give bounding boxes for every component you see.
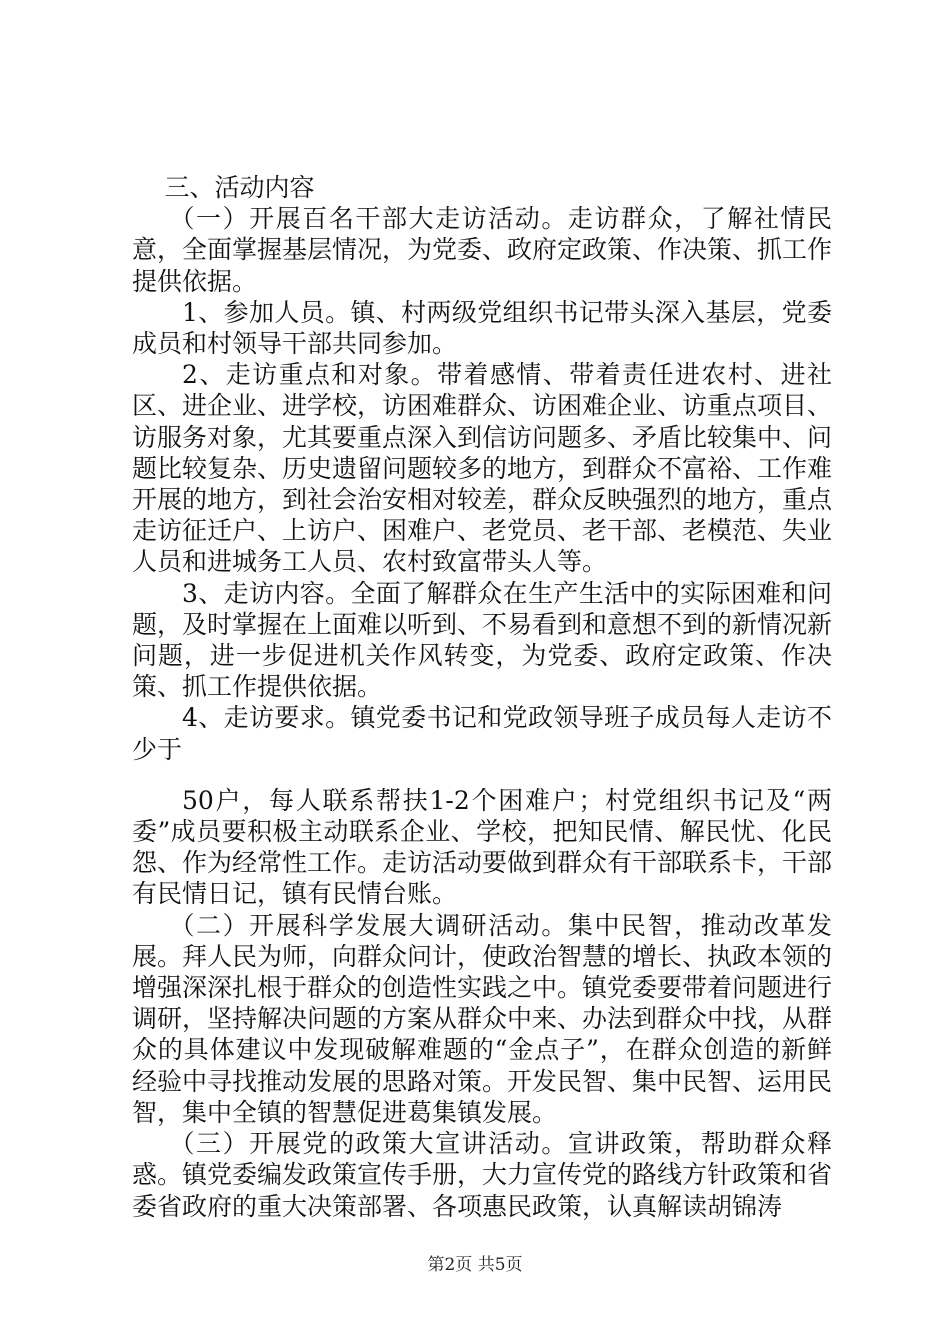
paragraph-participants: 1、参加人员。镇、村两级党组织书记带头深入基层，党委成员和村领导干部共同参加。 <box>132 297 832 359</box>
paragraph-visit-requirements: 4、走访要求。镇党委书记和党政领导班子成员每人走访不少于 <box>132 703 832 764</box>
paragraph-policy-activity: （三）开展党的政策大宣讲活动。宣讲政策，帮助群众释惑。镇党委编发政策宣传手册，大力宣传党的路线方针政策和省委省政府的重大决策部署、各项惠民政策，认真解读胡锦涛 <box>132 1129 833 1221</box>
section-heading: 三、活动内容 <box>164 173 315 202</box>
page-footer: 第2页 共5页 <box>427 1255 523 1275</box>
paragraph-visit-targets: 2、走访重点和对象。带着感情、带着责任进农村、进社区、进企业、进学校，访困难群众、访困难企业、访重点项目、访服务对象，尤其要重点深入到信访问题多、矛盾比较集中、问题比较复杂、历史遗留问题较多的地方，到群众不富裕、工作难开展的地方，到社会治安相对较差，群众反映强烈的地方，重点走访征迁户、上访户、困难户、老党员、老干部、老模范、失业人员和进城务工人员、农村致富带头人等。 <box>132 360 833 577</box>
paragraph-visit-requirements-cont: 50户，每人联系帮扶1-2个困难户；村党组织书记及“两委”成员要积极主动联系企业、学校，把知民情、解民忧、化民怨、作为经常性工作。走访活动要做到群众有干部联系卡，干部有民情日记，镇有民情台账。 <box>132 785 833 909</box>
document-body <box>132 172 832 1222</box>
paragraph-visit-content: 3、走访内容。全面了解群众在生产生活中的实际困难和问题，及时掌握在上面难以听到、不易看到和意想不到的新情况新问题，进一步促进机关作风转变，为党委、政府定政策、作决策、抓工作提供依据。 <box>132 578 833 702</box>
paragraph-visit-activity: （一）开展百名干部大走访活动。走访群众，了解社情民意，全面掌握基层情况，为党委、政府定政策、作决策、抓工作提供依据。 <box>132 204 833 296</box>
paragraph-research-activity: （二）开展科学发展大调研活动。集中民智，推动改革发展。拜人民为师，向群众问计，使政治智慧的增长、执政本领的增强深深扎根于群众的创造性实践之中。镇党委要带着问题进行调研，坚持解决问题的方案从群众中来、办法到群众中找，从群众的具体建议中发现破解难题的“金点子”，在群众创造的新鲜经验中寻找推动发展的思路对策。开发民智、集中民智、运用民智，集中全镇的智慧促进葛集镇发展。 <box>132 910 833 1127</box>
